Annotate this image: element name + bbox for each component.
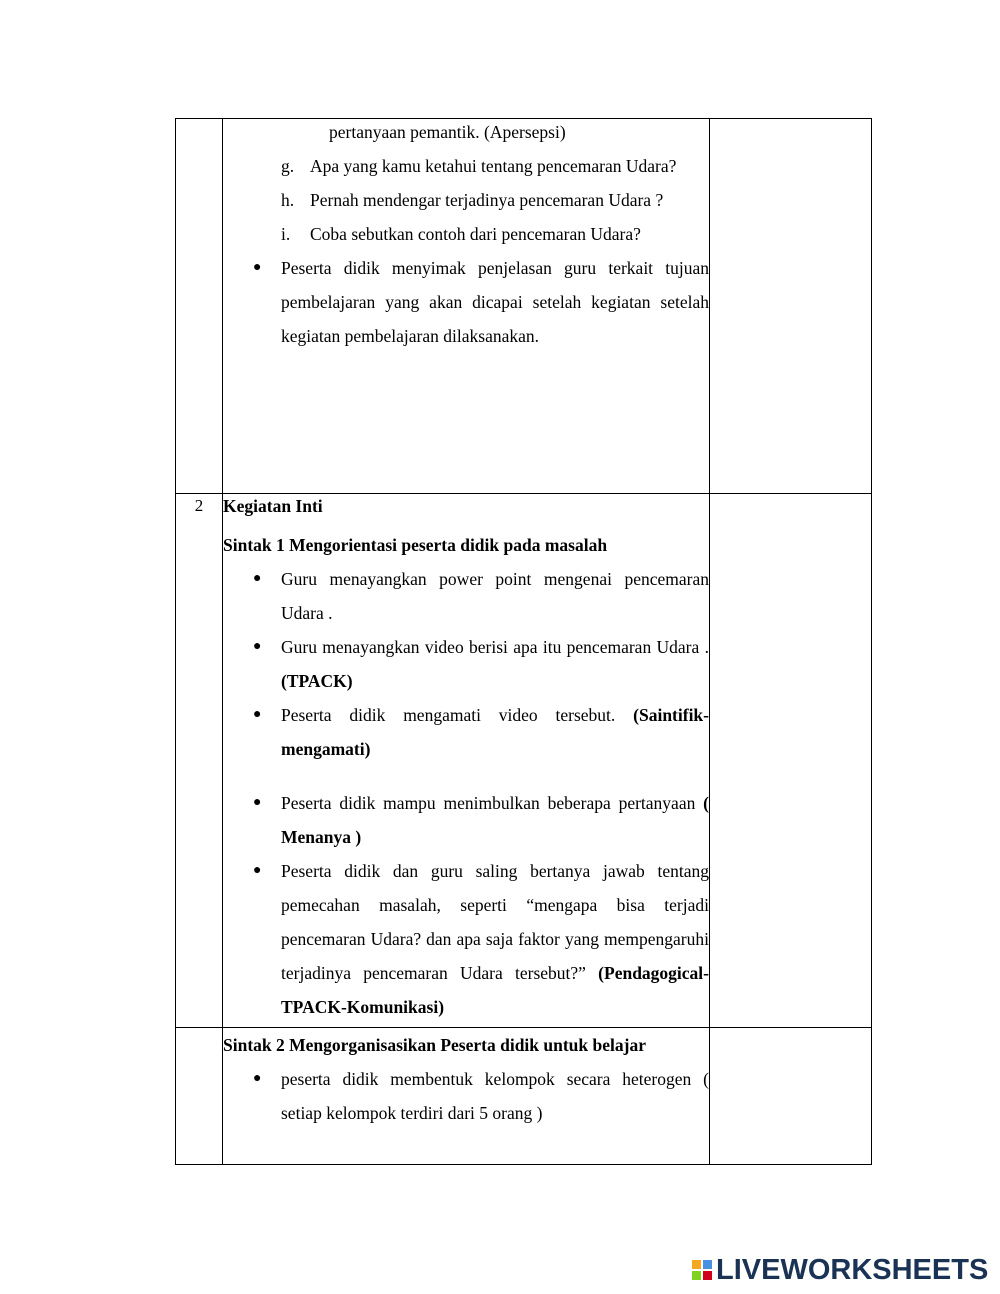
row-number: 2 (176, 494, 223, 1028)
bullet-item: ● Peserta didik mengamati video tersebut. (Saintifik-mengamati) (249, 698, 709, 766)
bullet-dot-icon: ● (253, 639, 262, 654)
question-item: h. Pernah mendengar terjadinya pencemaran Udara ? (281, 190, 664, 210)
bullet-dot-icon: ● (253, 863, 262, 878)
bullet-dot-icon: ● (253, 260, 262, 275)
bullet-item: ● Peserta didik dan guru saling bertanya jawab tentang pemecahan masalah, seperti “mengapa bisa terjadi pencemaran Udara? dan apa saja faktor yang mempengaruhi terjadinya pencemaran Udara tersebut?” (Pendagogical-TPACK-Komunikasi) (249, 854, 709, 1024)
activity-cell (223, 119, 710, 494)
liveworksheets-logo (692, 1253, 988, 1287)
question-item: g. Apa yang kamu ketahui tentang pencemaran Udara? (281, 156, 677, 176)
bullet-item: ● Guru menayangkan video berisi apa itu pencemaran Udara . (TPACK) (249, 630, 709, 698)
notes-cell (710, 119, 872, 494)
logo-text: LIVEWORKSHEETS (716, 1253, 989, 1286)
logo-icon (692, 1260, 712, 1280)
bullet-item: ● Peserta didik mampu menimbulkan beberapa pertanyaan ( Menanya ) (249, 786, 709, 854)
table-row (176, 119, 872, 494)
row-number (176, 119, 223, 494)
activity-cell (223, 494, 710, 1028)
bullet-dot-icon: ● (253, 707, 262, 722)
question-item: i. Coba sebutkan contoh dari pencemaran Udara? (281, 224, 641, 244)
bullet-dot-icon: ● (253, 795, 262, 810)
activity-cell (223, 1028, 710, 1165)
notes-cell (710, 1028, 872, 1165)
bullet-item: ● Guru menayangkan power point mengenai pencemaran Udara . (249, 562, 709, 630)
sintak-title: Sintak 2 Mengorganisasikan Peserta didik untuk belajar (223, 1035, 646, 1055)
bullet-item: ● Peserta didik menyimak penjelasan guru terkait tujuan pembelajaran yang akan dicapai setelah kegiatan setelah kegiatan pembelajaran dilaksanakan. (249, 251, 709, 353)
section-heading: Kegiatan Inti (223, 496, 323, 516)
row-number (176, 1028, 223, 1165)
bullet-item: ● peserta didik membentuk kelompok secara heterogen ( setiap kelompok terdiri dari 5 orang ) (249, 1062, 709, 1130)
table-row (176, 494, 872, 1028)
bullet-dot-icon: ● (253, 571, 262, 586)
table-row (176, 1028, 872, 1165)
notes-cell (710, 494, 872, 1028)
continuation-text: pertanyaan pemantik. (Apersepsi) (329, 122, 566, 142)
lesson-activity-table (175, 118, 872, 1165)
sintak-title: Sintak 1 Mengorientasi peserta didik pada masalah (223, 535, 608, 555)
bullet-dot-icon: ● (253, 1071, 262, 1086)
